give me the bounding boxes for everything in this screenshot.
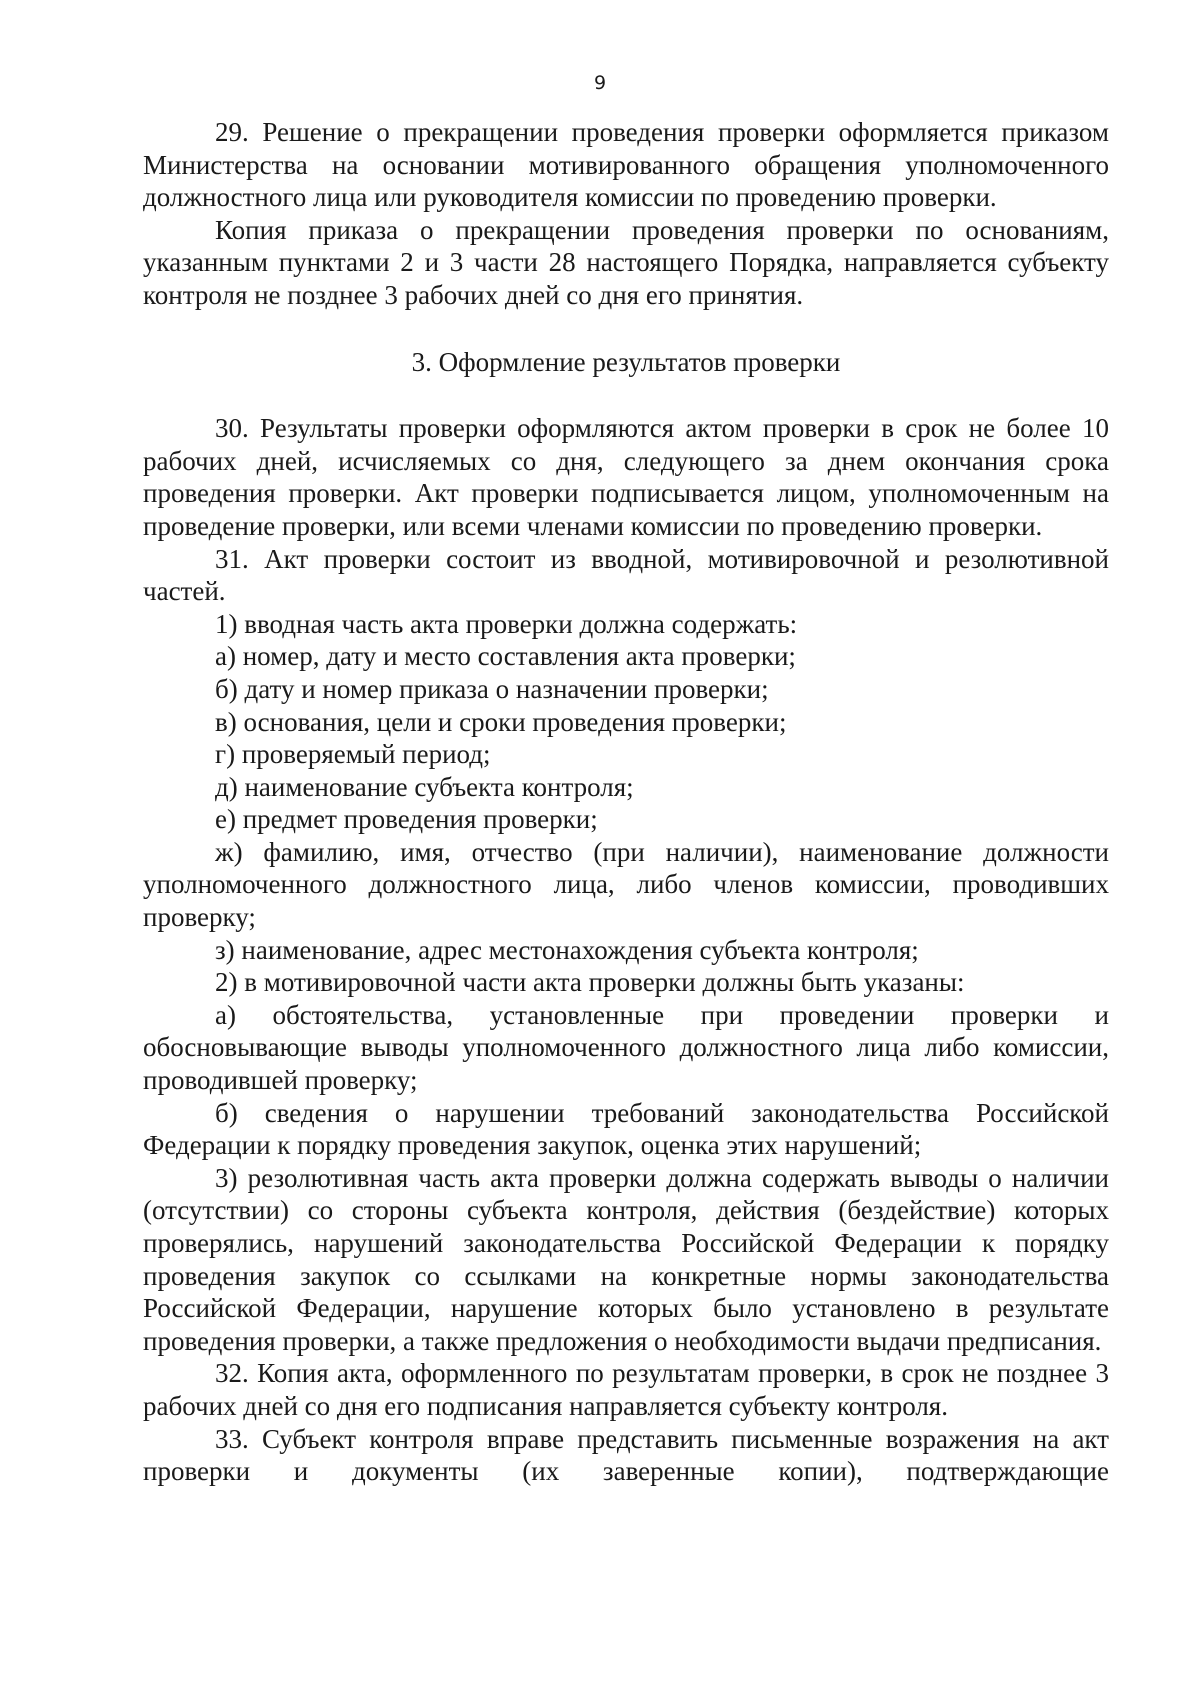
document-body — [143, 116, 1109, 1488]
list-item: б) сведения о нарушении требований законодательства Российской Федерации к порядку проведения закупок, оценка этих нарушений; — [143, 1097, 1109, 1161]
section-title: 3. Оформление результатов проверки — [411, 346, 841, 377]
list-item: а) номер, дату и место составления акта проверки; — [215, 641, 796, 672]
paragraph-32: 32. Копия акта, оформленного по результатам проверки, в срок не позднее 3 рабочих дней со дня его подписания направляется субъекту контроля. — [143, 1358, 1109, 1421]
list-item: д) наименование субъекта контроля; — [215, 771, 634, 802]
list-item: е) предмет проведения проверки; — [215, 804, 598, 835]
list-item: з) наименование, адрес местонахождения субъекта контроля; — [215, 934, 919, 965]
paragraph-29-copy: Копия приказа о прекращении проведения проверки по основаниям, указанным пунктами 2 и 3 части 28 настоящего Порядка, направляется субъекту контроля не позднее 3 рабочих дней со дня его принятия. — [143, 214, 1109, 310]
list-item: в) основания, цели и сроки проведения проверки; — [215, 706, 787, 737]
list-item: 1) вводная часть акта проверки должна содержать: — [215, 608, 798, 639]
paragraph-30: 30. Результаты проверки оформляются актом проверки в срок не более 10 рабочих дней, исчисляемых со дня, следующего за днем окончания срока проведения проверки. Акт проверки подписывается лицом, уполномоченным на проведение проверки, или всеми членами комиссии по проведению проверки. — [143, 413, 1109, 541]
list-item: 3) резолютивная часть акта проверки должна содержать выводы о наличии (отсутствии) со стороны субъекта контроля, действия (бездействие) которых проверялись, нарушений законодательства Российской Федерации к порядку проведения закупок со ссылками на конкретные нормы законодательства Российской Федерации, нарушение которых было установлено в результате проведения проверки, а также предложения о необходимости выдачи предписания. — [143, 1162, 1109, 1356]
paragraph-33: 33. Субъект контроля вправе представить письменные возражения на акт проверки и документы (их заверенные копии), подтверждающие — [143, 1423, 1109, 1487]
page-number: 9 — [593, 72, 607, 94]
paragraph-29: 29. Решение о прекращении проведения проверки оформляется приказом Министерства на основании мотивированного обращения уполномоченного должностного лица или руководителя комиссии по проведению проверки. — [143, 117, 1109, 213]
list-item: 2) в мотивировочной части акта проверки должны быть указаны: — [215, 967, 965, 998]
list-item: г) проверяемый период; — [215, 739, 491, 770]
list-item: б) дату и номер приказа о назначении проверки; — [215, 673, 769, 704]
list-item: ж) фамилию, имя, отчество (при наличии), наименование должности уполномоченного должностного лица, либо членов комиссии, проводивших проверку; — [143, 836, 1109, 933]
list-item: а) обстоятельства, установленные при проведении проверки и обосновывающие выводы уполномоченного должностного лица либо комиссии, проводившей проверку; — [143, 999, 1109, 1096]
paragraph-31: 31. Акт проверки состоит из вводной, мотивировочной и резолютивной частей. — [143, 543, 1109, 607]
